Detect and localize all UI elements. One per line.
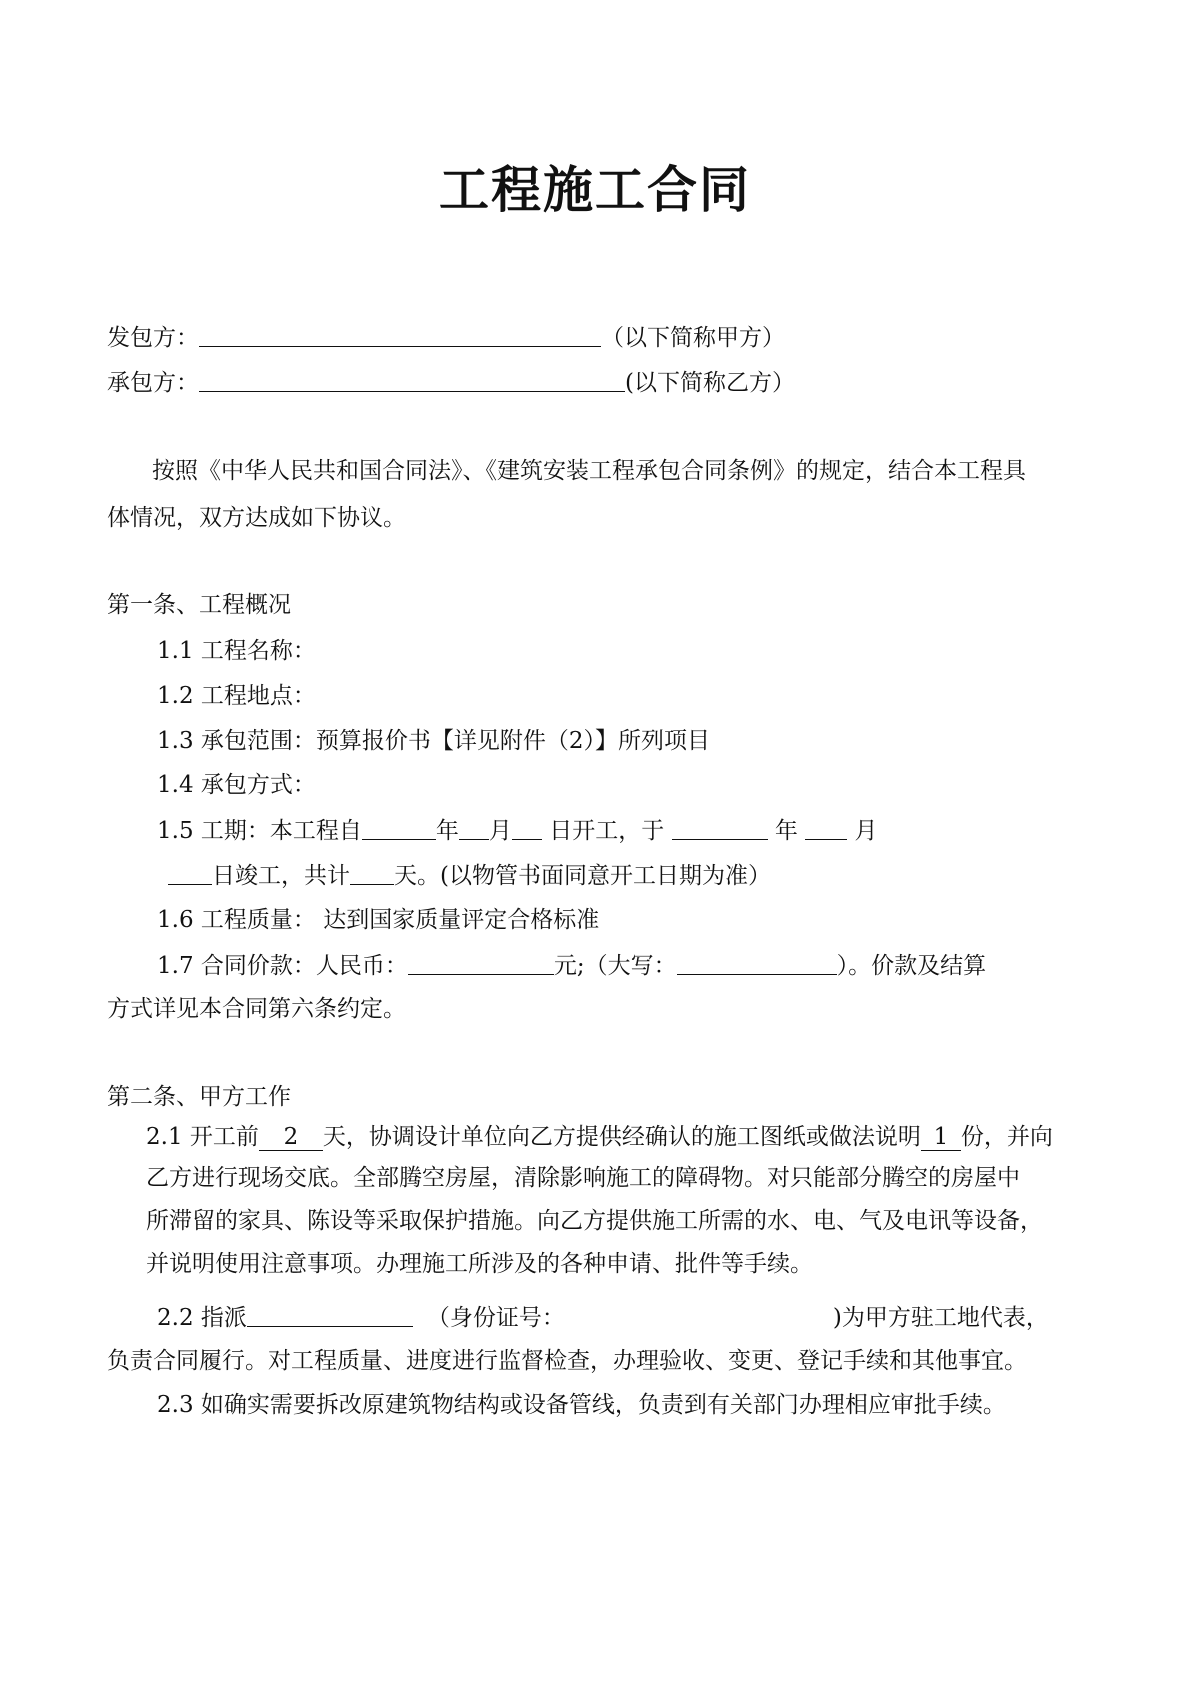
item-2-3: 2.3 如确实需要拆改原建筑物结构或设备管线，负责到有关部门办理相应审批手续。 (157, 1392, 1006, 1418)
item-1-7-line-1 (157, 950, 986, 981)
item-1-7-line-2: 方式详见本合同第六条约定。 (107, 996, 406, 1022)
item-1-7-label: 1.7 合同价款：人民币： (157, 953, 408, 979)
party-b-suffix: (以下简称乙方） (625, 370, 795, 396)
document-title: 工程施工合同 (439, 160, 751, 219)
year-label: 年 (435, 818, 459, 844)
party-a-label: 发包方： (107, 325, 199, 351)
end-month-label: 月 (847, 818, 878, 844)
days-before-start-field[interactable]: 2 (259, 1124, 323, 1151)
item-1-5-line-1 (157, 815, 877, 846)
item-2-1-label: 2.1 开工前 (146, 1124, 259, 1150)
party-a-suffix: （以下简称甲方） (601, 325, 785, 351)
total-days-label: 天。(以物管书面同意开工日期为准） (394, 863, 771, 889)
item-1-5-label: 1.5 工期：本工程自 (157, 818, 362, 844)
item-2-2-label: 2.2 指派 (157, 1305, 247, 1331)
price-words-blank[interactable] (677, 950, 837, 975)
article1-heading: 第一条、工程概况 (107, 592, 291, 618)
end-year-label: 年 (767, 818, 806, 844)
end-month-blank[interactable] (805, 815, 847, 840)
item-2-1-tail: 份，并向 (960, 1124, 1053, 1150)
item-1-3: 1.3 承包范围：预算报价书【详见附件（2）】所列项目 (157, 728, 711, 754)
party-b-line (107, 367, 795, 398)
party-a-blank[interactable] (199, 322, 601, 347)
item-2-1-line-1 (146, 1122, 1053, 1152)
representative-name-blank[interactable] (247, 1302, 413, 1327)
item-2-1-text: 天，协调设计单位向乙方提供经确认的施工图纸或做法说明 (322, 1124, 921, 1150)
price-unit-label: 元;（大写： (553, 953, 677, 979)
item-2-1-line-4: 并说明使用注意事项。办理施工所涉及的各种申请、批件等手续。 (146, 1251, 813, 1277)
item-1-4: 1.4 承包方式： (157, 772, 316, 798)
price-tail: ）。价款及结算 (836, 953, 987, 979)
item-1-5-line-2 (168, 860, 771, 891)
start-day-label: 日开工，于 (541, 818, 672, 844)
item-1-6: 1.6 工程质量： 达到国家质量评定合格标准 (157, 907, 600, 933)
item-1-1: 1.1 工程名称： (157, 638, 316, 664)
start-year-blank[interactable] (362, 815, 436, 840)
party-b-blank[interactable] (199, 367, 625, 392)
end-day-label: 日竣工，共计 (212, 863, 350, 889)
item-2-1-line-2: 乙方进行现场交底。全部腾空房屋，清除影响施工的障碍物。对只能部分腾空的房屋中 (146, 1165, 1020, 1191)
start-month-blank[interactable] (459, 815, 489, 840)
item-2-2-line-1 (157, 1302, 1049, 1333)
start-day-blank[interactable] (512, 815, 542, 840)
price-number-blank[interactable] (408, 950, 554, 975)
article2-heading: 第二条、甲方工作 (107, 1084, 291, 1110)
item-2-1-line-3: 所滞留的家具、陈设等采取保护措施。向乙方提供施工所需的水、电、气及电讯等设备， (146, 1208, 1043, 1234)
end-day-blank[interactable] (168, 860, 212, 885)
preamble-line-1: 按照《中华人民共和国合同法》、《建筑安装工程承包合同条例》的规定，结合本工程具 (152, 458, 1026, 484)
total-days-blank[interactable] (350, 860, 394, 885)
end-year-blank[interactable] (672, 815, 768, 840)
preamble-line-2: 体情况，双方达成如下协议。 (107, 505, 406, 531)
month-label: 月 (488, 818, 512, 844)
item-2-2-tail: )为甲方驻工地代表， (832, 1305, 1049, 1331)
id-number-label: （身份证号： (426, 1305, 565, 1331)
party-b-label: 承包方： (107, 370, 199, 396)
item-2-2-line-2: 负责合同履行。对工程质量、进度进行监督检查，办理验收、变更、登记手续和其他事宜。 (107, 1348, 1027, 1374)
copies-field[interactable]: 1 (921, 1124, 961, 1151)
party-a-line (107, 322, 785, 353)
item-1-2: 1.2 工程地点： (157, 683, 316, 709)
